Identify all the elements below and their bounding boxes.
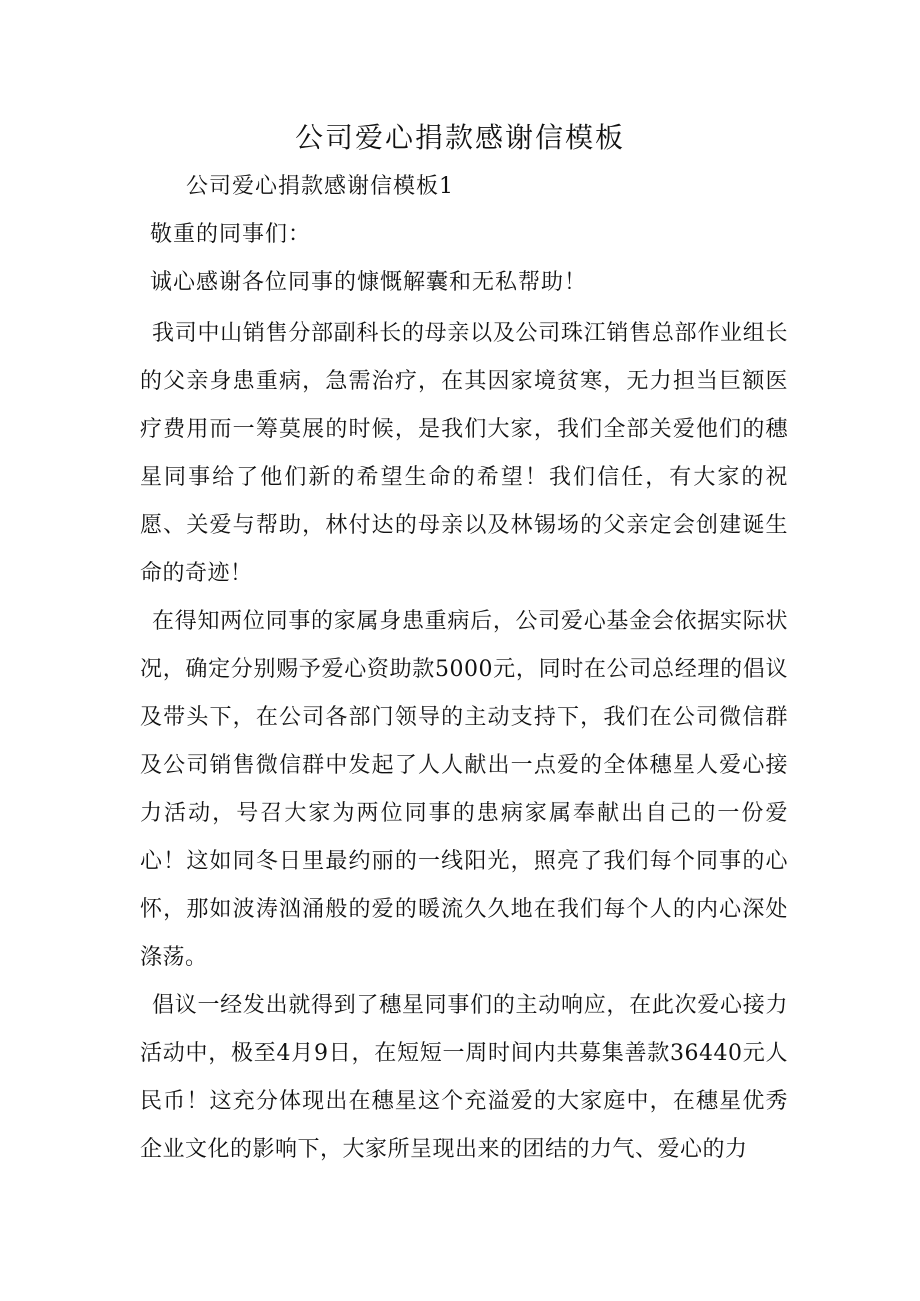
paragraph-2: 在得知两位同事的家属身患重病后，公司爱心基金会依据实际状况，确定分别赐予爱心资助款5000元，同时在公司总经理的倡议及带头下，在公司各部门领导的主动支持下，我们在公司微信群及公司销售微信群中发起了人人献出一点爱的全体穗星人爱心接力活动，号召大家为两位同事的患病家属奉献出自己的一份爱心！这如同冬日里最约丽的一线阳光，照亮了我们每个同事的心怀，那如波涛汹涌般的爱的暖流久久地在我们每个人的内心深处涤荡。	[140, 609, 788, 970]
salutation: 敬重的同事们：	[150, 222, 312, 247]
paragraph-1: 我司中山销售分部副科长的母亲以及公司珠江销售总部作业组长的父亲身患重病，急需治疗，在其因家境贫寒，无力担当巨额医疗费用而一筹莫展的时候，是我们大家，我们全部关爱他们的穗星同事给了他们新的希望生命的希望！我们信任，有大家的祝愿、关爱与帮助，林付达的母亲以及林锡场的父亲定会创建诞生命的奇迹！	[140, 321, 788, 586]
document-subtitle: 公司爱心捐款感谢信模板1	[186, 174, 454, 199]
paragraph-3: 倡议一经发出就得到了穗星同事们的主动响应，在此次爱心接力活动中，极至4月9日，在短短一周时间内共募集善款36440元人民币！这充分体现出在穗星这个充溢爱的大家庭中，在穗星优秀企业文化的影响下，大家所呈现出来的团结的力气、爱心的力	[140, 993, 788, 1162]
document-title: 公司爱心捐款感谢信模板	[294, 121, 625, 154]
thanks-line: 诚心感谢各位同事的慷慨解囊和无私帮助！	[150, 270, 588, 295]
